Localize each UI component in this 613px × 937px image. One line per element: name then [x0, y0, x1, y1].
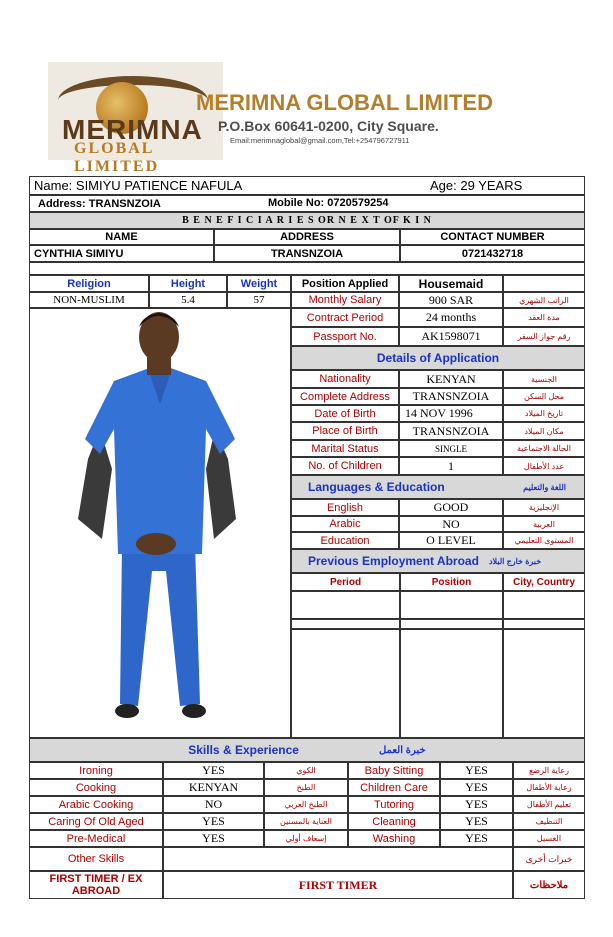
beneficiary-col-contact: CONTACT NUMBER — [400, 229, 585, 245]
skill-label: Caring Of Old Aged — [29, 813, 163, 830]
skill-label: Cooking — [29, 779, 163, 796]
skill-arabic: رعاية الأطفال — [513, 779, 585, 796]
job-label: Contract Period — [291, 308, 399, 327]
job-value: AK1598071 — [399, 327, 503, 346]
detail-value: TRANSNZOIA — [399, 388, 503, 405]
skill-value: NO — [163, 796, 264, 813]
detail-label: Marital Status — [291, 440, 399, 457]
job-label: Passport No. — [291, 327, 399, 346]
detail-arabic: الحالة الاجتماعية — [503, 440, 585, 457]
position-arabic — [503, 275, 585, 292]
detail-label: No. of Children — [291, 457, 399, 475]
detail-value: TRANSNZOIA — [399, 422, 503, 440]
remarks-arabic: ملاحظات — [513, 871, 585, 899]
previous-row-3-position — [400, 629, 503, 738]
language-arabic: العربية — [503, 516, 585, 532]
spacer-row — [29, 262, 585, 275]
skill-arabic: الكوي — [264, 762, 348, 779]
religion-value: NON-MUSLIM — [29, 292, 149, 308]
skills-header-text: Skills & Experience — [188, 743, 299, 757]
detail-arabic: محل السكن — [503, 388, 585, 405]
person-photo-icon — [30, 309, 290, 737]
religion-label: Religion — [29, 275, 149, 292]
previous-col-city: City, Country — [503, 573, 585, 591]
skill-value: YES — [440, 796, 513, 813]
skill-value: YES — [440, 830, 513, 847]
previous-header-arabic: خبرة خارج البلاد — [488, 556, 542, 566]
logo-word-merimna: MERIMNA — [62, 114, 203, 145]
language-arabic: المستوى التعليمي — [503, 532, 585, 549]
job-value: 900 SAR — [399, 292, 503, 308]
skill-arabic: التنظيف — [513, 813, 585, 830]
job-value: 24 months — [399, 308, 503, 327]
language-label: Education — [291, 532, 399, 549]
languages-header — [291, 475, 585, 499]
previous-header — [291, 549, 585, 573]
skill-label: Pre-Medical — [29, 830, 163, 847]
skill-value: YES — [440, 779, 513, 796]
detail-arabic: الجنسية — [503, 370, 585, 388]
other-skills-value — [163, 847, 513, 871]
previous-col-position: Position — [400, 573, 503, 591]
detail-label: Date of Birth — [291, 405, 399, 422]
job-arabic: رقم جواز السفر — [503, 327, 585, 346]
previous-row-3-period — [291, 629, 400, 738]
previous-row-2-position — [400, 619, 503, 629]
company-name: MERIMNA GLOBAL LIMITED — [196, 90, 493, 115]
skill-arabic: الغسيل — [513, 830, 585, 847]
language-value: O LEVEL — [399, 532, 503, 549]
skill-arabic: العناية بالمسنين — [264, 813, 348, 830]
previous-header-text: Previous Employment Abroad — [308, 554, 479, 568]
skill-value: YES — [163, 813, 264, 830]
languages-header-text: Languages & Education — [308, 480, 445, 494]
skill-value: YES — [440, 813, 513, 830]
candidate-photo — [29, 308, 291, 738]
skill-arabic: تعليم الأطفال — [513, 796, 585, 813]
beneficiary-contact: 0721432718 — [400, 245, 585, 262]
detail-arabic: تاريخ الميلاد — [503, 405, 585, 422]
beneficiary-col-name: NAME — [29, 229, 214, 245]
language-arabic: الإنجليزية — [503, 499, 585, 516]
job-arabic: الراتب الشهري — [503, 292, 585, 308]
previous-col-period: Period — [291, 573, 400, 591]
skill-label: Baby Sitting — [348, 762, 440, 779]
candidate-age: Age: 29 YEARS — [430, 178, 523, 193]
job-arabic: مدة العقد — [503, 308, 585, 327]
position-value: Housemaid — [399, 275, 503, 292]
job-label: Monthly Salary — [291, 292, 399, 308]
beneficiary-col-address: ADDRESS — [214, 229, 400, 245]
weight-value: 57 — [227, 292, 291, 308]
candidate-mobile: Mobile No: 0720579254 — [268, 197, 389, 209]
weight-label: Weight — [227, 275, 291, 292]
company-header — [48, 62, 548, 175]
candidate-name: Name: SIMIYU PATIENCE NAFULA — [29, 176, 585, 195]
logo-word-global: GLOBAL LIMITED — [74, 140, 160, 175]
skills-header — [29, 738, 585, 762]
detail-label: Nationality — [291, 370, 399, 388]
skill-label: Children Care — [348, 779, 440, 796]
company-po-box: P.O.Box 60641-0200, City Square. — [218, 118, 439, 134]
detail-label: Complete Address — [291, 388, 399, 405]
skill-arabic: رعاية الرضع — [513, 762, 585, 779]
languages-header-arabic: اللغة والتعليم — [523, 482, 566, 492]
skill-arabic: الطبخ العربي — [264, 796, 348, 813]
detail-label: Place of Birth — [291, 422, 399, 440]
previous-row-1-city — [503, 591, 585, 619]
language-label: Arabic — [291, 516, 399, 532]
skill-value: YES — [163, 762, 264, 779]
beneficiary-address: TRANSNZOIA — [214, 245, 400, 262]
beneficiary-header: B E N E F I C I A R I E S OR N E X T OF K I N — [29, 212, 585, 229]
height-value: 5.4 — [149, 292, 227, 308]
skill-label: Ironing — [29, 762, 163, 779]
previous-row-1-period — [291, 591, 400, 619]
skill-value: KENYAN — [163, 779, 264, 796]
skill-label: Cleaning — [348, 813, 440, 830]
detail-value: KENYAN — [399, 370, 503, 388]
details-header: Details of Application — [291, 346, 585, 370]
previous-row-3-city — [503, 629, 585, 738]
skill-label: Washing — [348, 830, 440, 847]
position-label: Position Applied — [291, 275, 399, 292]
skill-arabic: الطبخ — [264, 779, 348, 796]
previous-row-2-city — [503, 619, 585, 629]
company-contact: Email:merimnaglobal@gmail.com,Tel:+254796727911 — [230, 136, 410, 145]
detail-value: 14 NOV 1996 — [399, 405, 503, 422]
language-value: GOOD — [399, 499, 503, 516]
skill-value: YES — [440, 762, 513, 779]
previous-row-1-position — [400, 591, 503, 619]
other-skills-label: Other Skills — [29, 847, 163, 871]
skill-label: Arabic Cooking — [29, 796, 163, 813]
height-label: Height — [149, 275, 227, 292]
detail-value: 1 — [399, 457, 503, 475]
skill-value: YES — [163, 830, 264, 847]
skill-label: Tutoring — [348, 796, 440, 813]
previous-row-2-period — [291, 619, 400, 629]
first-timer-label: FIRST TIMER / EX ABROAD — [29, 871, 163, 899]
language-value: NO — [399, 516, 503, 532]
skill-arabic: إسعاف أولي — [264, 830, 348, 847]
candidate-address: Address: TRANSNZOIA — [29, 195, 585, 212]
detail-arabic: عدد الأطفال — [503, 457, 585, 475]
first-timer-value: FIRST TIMER — [163, 871, 513, 899]
detail-value: SINGLE — [399, 440, 503, 457]
beneficiary-name: CYNTHIA SIMIYU — [29, 245, 214, 262]
other-skills-arabic: خبرات أخرى — [513, 847, 585, 871]
skills-header-arabic: خبرة العمل — [378, 744, 426, 756]
language-label: English — [291, 499, 399, 516]
detail-arabic: مكان الميلاد — [503, 422, 585, 440]
